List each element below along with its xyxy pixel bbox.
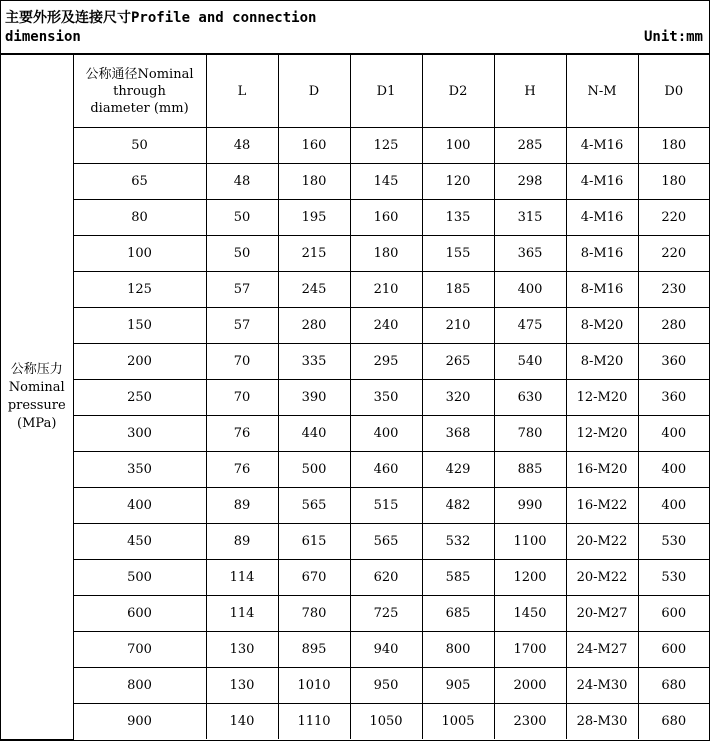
dimension-cell: 24-M30 (566, 668, 638, 704)
nominal-diameter-cell: 125 (73, 272, 206, 308)
dimension-cell: 335 (278, 344, 350, 380)
title-line-1: 主要外形及连接尺寸Profile and connection (5, 10, 317, 26)
dimension-cell: 20-M22 (566, 560, 638, 596)
dimension-cell: 1100 (494, 524, 566, 560)
dimension-cell: 12-M20 (566, 416, 638, 452)
dimension-cell: 298 (494, 164, 566, 200)
dimension-cell: 125 (350, 128, 422, 164)
column-header: D (278, 55, 350, 128)
dimension-cell: 120 (422, 164, 494, 200)
table-row (1, 344, 709, 380)
pressure-label-line: 公称压力 (10, 361, 63, 377)
table-row (1, 704, 709, 740)
dimension-cell: 390 (278, 380, 350, 416)
nominal-diameter-cell: 500 (73, 560, 206, 596)
dimension-cell: 89 (206, 488, 278, 524)
dimension-cell: 12-M20 (566, 380, 638, 416)
dimension-cell: 180 (638, 164, 709, 200)
nominal-diameter-cell: 80 (73, 200, 206, 236)
dimension-cell: 600 (638, 632, 709, 668)
table-row (1, 200, 709, 236)
table-row (1, 380, 709, 416)
column-header: H (494, 55, 566, 128)
dimension-cell: 940 (350, 632, 422, 668)
dimension-cell: 1050 (350, 704, 422, 740)
dimension-cell: 620 (350, 560, 422, 596)
dimension-cell: 240 (350, 308, 422, 344)
nominal-diameter-cell: 900 (73, 704, 206, 740)
dimension-cell: 1450 (494, 596, 566, 632)
nominal-diameter-cell: 350 (73, 452, 206, 488)
dimension-cell: 530 (638, 560, 709, 596)
dimension-cell: 180 (350, 236, 422, 272)
table-row (1, 596, 709, 632)
dimension-cell: 210 (422, 308, 494, 344)
dimension-cell: 350 (350, 380, 422, 416)
dimension-cell: 8-M20 (566, 308, 638, 344)
table-row (1, 164, 709, 200)
dimension-cell: 950 (350, 668, 422, 704)
dimension-cell: 210 (350, 272, 422, 308)
dimension-cell: 16-M22 (566, 488, 638, 524)
table-row (1, 128, 709, 164)
table-row (1, 416, 709, 452)
dimension-cell: 365 (494, 236, 566, 272)
table-row (1, 308, 709, 344)
dimension-cell: 895 (278, 632, 350, 668)
dimension-cell: 185 (422, 272, 494, 308)
dimension-cell: 1700 (494, 632, 566, 668)
dimension-cell: 600 (638, 596, 709, 632)
dimension-cell: 400 (350, 416, 422, 452)
dimension-cell: 16-M20 (566, 452, 638, 488)
dimension-cell: 4-M16 (566, 128, 638, 164)
unit-label: Unit:mm (643, 29, 703, 45)
nominal-diameter-cell: 800 (73, 668, 206, 704)
dimension-cell: 400 (494, 272, 566, 308)
column-header: D2 (422, 55, 494, 128)
dimension-cell: 24-M27 (566, 632, 638, 668)
nominal-diameter-cell: 200 (73, 344, 206, 380)
dimension-cell: 215 (278, 236, 350, 272)
dimension-cell: 400 (638, 416, 709, 452)
dimension-cell: 8-M16 (566, 236, 638, 272)
dimension-cell: 8-M20 (566, 344, 638, 380)
table-row (1, 524, 709, 560)
table-row (1, 560, 709, 596)
nominal-diameter-cell: 400 (73, 488, 206, 524)
dimension-cell: 285 (494, 128, 566, 164)
dimension-cell: 2300 (494, 704, 566, 740)
dimension-cell: 2000 (494, 668, 566, 704)
dimension-cell: 540 (494, 344, 566, 380)
nominal-diameter-cell: 300 (73, 416, 206, 452)
dimension-cell: 180 (638, 128, 709, 164)
dimension-cell: 440 (278, 416, 350, 452)
dimension-cell: 50 (206, 200, 278, 236)
dimension-cell: 50 (206, 236, 278, 272)
dimension-cell: 565 (350, 524, 422, 560)
dimension-cell: 180 (278, 164, 350, 200)
dimension-cell: 295 (350, 344, 422, 380)
dimension-cell: 70 (206, 344, 278, 380)
dimension-cell: 615 (278, 524, 350, 560)
dimension-cell: 265 (422, 344, 494, 380)
column-header: N-M (566, 55, 638, 128)
dimension-cell: 70 (206, 380, 278, 416)
dimension-cell: 630 (494, 380, 566, 416)
table-row (1, 272, 709, 308)
dimension-cell: 135 (422, 200, 494, 236)
dimension-cell: 8-M16 (566, 272, 638, 308)
pressure-label-line: (MPa) (17, 415, 57, 431)
dimension-cell: 140 (206, 704, 278, 740)
dimension-cell: 320 (422, 380, 494, 416)
dimension-cell: 20-M27 (566, 596, 638, 632)
dimension-cell: 20-M22 (566, 524, 638, 560)
header-row (1, 55, 709, 128)
column-header: D0 (638, 55, 709, 128)
diameter-header-cell (73, 55, 206, 128)
dimension-cell: 245 (278, 272, 350, 308)
dimension-cell: 57 (206, 272, 278, 308)
nominal-diameter-cell: 250 (73, 380, 206, 416)
dimension-cell: 429 (422, 452, 494, 488)
column-header: L (206, 55, 278, 128)
dimension-cell: 230 (638, 272, 709, 308)
nominal-diameter-cell: 100 (73, 236, 206, 272)
dimension-cell: 360 (638, 344, 709, 380)
title-box (1, 1, 709, 54)
dimension-cell: 585 (422, 560, 494, 596)
pressure-label-cell (1, 55, 73, 740)
dimension-cell: 1110 (278, 704, 350, 740)
dimension-cell: 130 (206, 632, 278, 668)
nominal-diameter-cell: 600 (73, 596, 206, 632)
diameter-header-line: through (113, 83, 166, 99)
dimension-cell: 400 (638, 452, 709, 488)
table-row (1, 236, 709, 272)
dimension-cell: 680 (638, 704, 709, 740)
pressure-label-line: pressure (7, 397, 66, 413)
dimension-cell: 500 (278, 452, 350, 488)
dimension-cell: 530 (638, 524, 709, 560)
diameter-header (86, 66, 194, 117)
dimension-cell: 160 (350, 200, 422, 236)
dimension-cell: 155 (422, 236, 494, 272)
dimension-cell: 885 (494, 452, 566, 488)
dimension-cell: 475 (494, 308, 566, 344)
dimension-cell: 130 (206, 668, 278, 704)
dimension-cell: 800 (422, 632, 494, 668)
dimension-cell: 1010 (278, 668, 350, 704)
dimension-cell: 76 (206, 416, 278, 452)
dimension-cell: 48 (206, 128, 278, 164)
dimension-cell: 100 (422, 128, 494, 164)
nominal-diameter-cell: 50 (73, 128, 206, 164)
diameter-header-line: 公称通径Nominal (85, 66, 194, 82)
diameter-header-line: diameter (mm) (90, 100, 189, 116)
pressure-label (8, 361, 66, 433)
dimension-cell: 220 (638, 200, 709, 236)
dimension-cell: 1200 (494, 560, 566, 596)
dimension-cell: 780 (278, 596, 350, 632)
dimension-cell: 114 (206, 560, 278, 596)
title-line-2: dimension (5, 29, 81, 45)
dimension-cell: 4-M16 (566, 164, 638, 200)
dimension-cell: 160 (278, 128, 350, 164)
nominal-diameter-cell: 65 (73, 164, 206, 200)
dimension-cell: 532 (422, 524, 494, 560)
dimension-cell: 360 (638, 380, 709, 416)
dimension-cell: 57 (206, 308, 278, 344)
dimension-cell: 280 (638, 308, 709, 344)
table-row (1, 488, 709, 524)
column-header: D1 (350, 55, 422, 128)
dimension-cell: 220 (638, 236, 709, 272)
dimension-cell: 725 (350, 596, 422, 632)
dimension-cell: 780 (494, 416, 566, 452)
pressure-label-line: Nominal (8, 379, 65, 395)
dimension-cell: 315 (494, 200, 566, 236)
dimension-cell: 400 (638, 488, 709, 524)
dimension-cell: 990 (494, 488, 566, 524)
table-row (1, 632, 709, 668)
nominal-diameter-cell: 450 (73, 524, 206, 560)
dimension-cell: 114 (206, 596, 278, 632)
table-row (1, 668, 709, 704)
dimension-cell: 28-M30 (566, 704, 638, 740)
nominal-diameter-cell: 150 (73, 308, 206, 344)
dimension-cell: 1005 (422, 704, 494, 740)
table-body (1, 55, 709, 740)
dimension-cell: 685 (422, 596, 494, 632)
dimension-cell: 368 (422, 416, 494, 452)
dimension-cell: 670 (278, 560, 350, 596)
dimension-cell: 145 (350, 164, 422, 200)
dimension-cell: 280 (278, 308, 350, 344)
dimension-cell: 89 (206, 524, 278, 560)
dimension-cell: 195 (278, 200, 350, 236)
table-row (1, 452, 709, 488)
nominal-diameter-cell: 700 (73, 632, 206, 668)
dimension-cell: 565 (278, 488, 350, 524)
dimension-cell: 680 (638, 668, 709, 704)
dimension-cell: 460 (350, 452, 422, 488)
dimension-cell: 4-M16 (566, 200, 638, 236)
dimension-cell: 482 (422, 488, 494, 524)
dimension-table (1, 54, 709, 740)
dimension-cell: 48 (206, 164, 278, 200)
dimension-cell: 905 (422, 668, 494, 704)
dimension-cell: 76 (206, 452, 278, 488)
dimension-cell: 515 (350, 488, 422, 524)
